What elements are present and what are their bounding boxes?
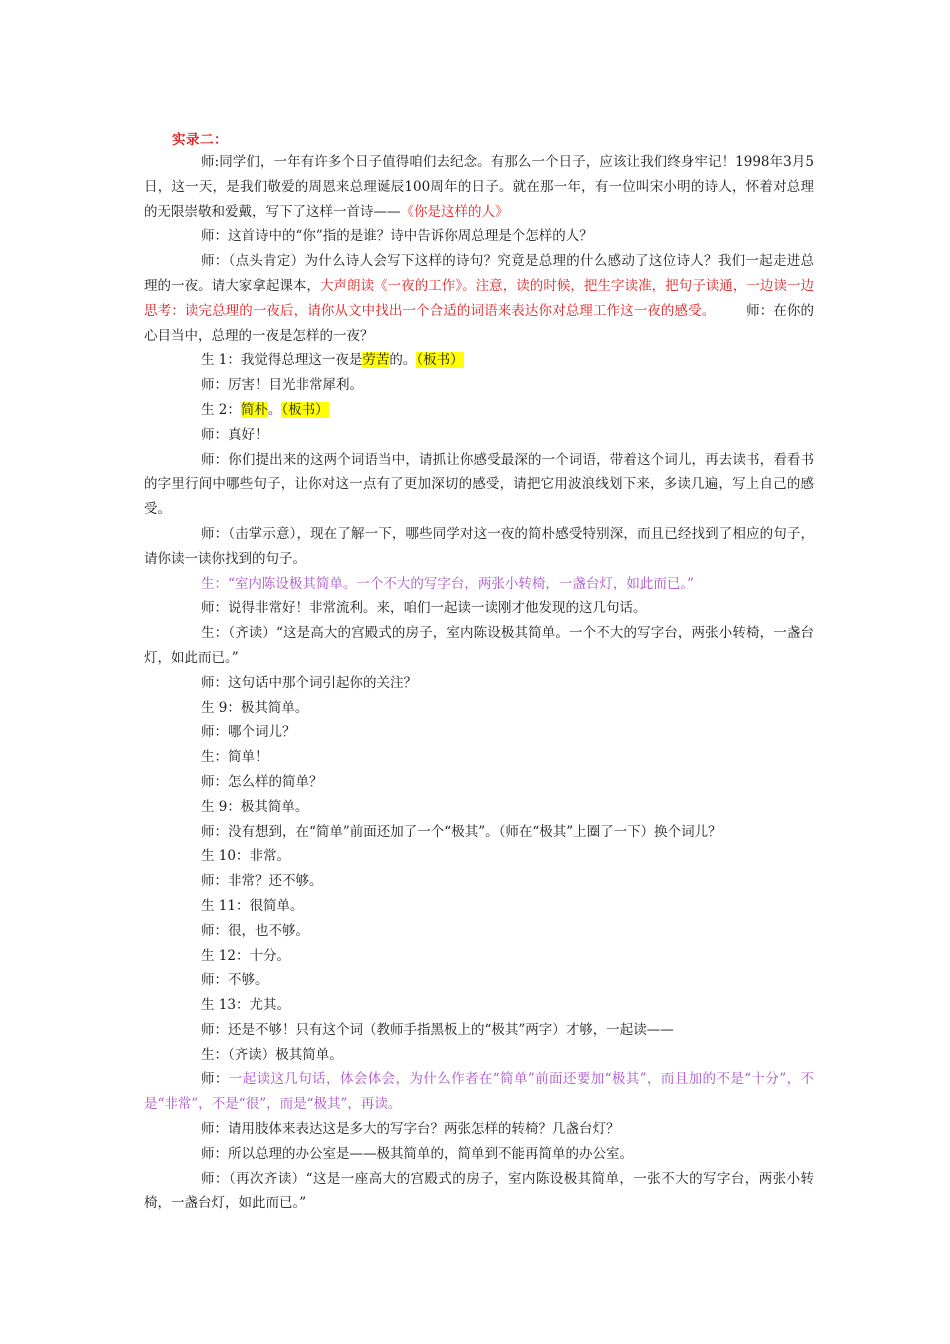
transcript-body [144,150,814,1216]
board-note-2: （板书） [281,401,329,418]
paragraph-instruction [144,249,814,348]
instruction-highlight: 大声朗读《一夜的工作》。注意，读的时候，把生字读准，把句子读通，一边读一边思考：读完总理的一夜后，请你从文中找出一个合适的词语来表达你对总理工作这一夜的感受。 [144,277,815,319]
teacher-line: 师：真好！ [201,426,269,443]
teacher-line: 师：你们提出来的这两个词语当中，请抓让你感受最深的一个词语，带着这个词儿，再去读书，看看书的字里行间中哪些句子，让你对这一点有了更加深切的感受，请把它用波浪线划下来，多读几遍，写上自己的感受。 [144,451,814,518]
student-quote [144,572,814,597]
student-2-label: 生 2： [201,401,241,418]
student-line: 生 13：尤其。 [201,997,290,1014]
student-label: 生： [201,575,228,592]
student-2-answer [144,398,814,423]
student-line: 生：（齐读）“这是高大的宫殿式的房子，室内陈设极其简单。一个不大的写字台，两张小转椅，一盏台灯，如此而已。” [144,625,814,666]
board-note-1: （板书） [416,352,464,369]
teacher-line: 师：非常？还不够。 [201,873,323,890]
poem-title: 《你是这样的人》 [400,203,509,220]
instruction-text: 师：（点头肯定）为什么诗人会写下这样的诗句？究竟是总理的什么感动了这位诗人？我们一起走进总理的一夜。请大家拿起课本， [144,253,814,294]
teacher-line: 师：哪个词儿？ [201,724,296,741]
student-2-suffix: 。 [267,401,282,418]
teacher-line: 师：（击掌示意），现在了解一下，哪些同学对这一夜的简朴感受特别深，而且已经找到了相应的句子，请你读一读你找到的句子。 [144,525,814,567]
keyword-laoku: 劳苦 [362,352,390,369]
paragraph-question: 师：这首诗中的“你”指的是谁？诗中告诉你周总理是个怎样的人？ [201,228,593,245]
student-line: 生 12：十分。 [201,947,290,964]
teacher-line: 师：厉害！目光非常犀利。 [201,377,363,394]
student-line: 生 10：非常。 [201,848,290,865]
paragraph-intro [144,150,814,224]
reading-instruction: 一起读这几句话，体会体会，为什么作者在“简单”前面还要加“极其”，而且加的不是“十分”，不是“非常”，不是“很”，而是“极其”，再读。 [144,1071,814,1113]
teacher-line: 师：请用肢体来表达这是多大的写字台？两张怎样的转椅？几盏台灯？ [201,1121,620,1138]
student-line: 生：简单！ [201,749,269,766]
teacher-label: 师： [201,1071,229,1088]
teacher-line: 师：很，也不够。 [201,922,309,939]
student-line: 生 9：极其简单。 [201,699,309,716]
intro-text: 师:同学们，一年有许多个日子值得咱们去纪念。有那么一个日子，应该让我们终身牢记！1998年3月5日，这一天，是我们敬爱的周恩来总理诞辰100周年的日子。就在那一年，有一位叫宋小明的诗人，怀着对总理的无限崇敬和爱戴，写下了这样一首诗—— [144,154,814,220]
keyword-jianpu: 简朴 [240,401,268,418]
teacher-line: 师：说得非常好！非常流利。来，咱们一起读一读刚才他发现的这几句话。 [201,600,647,617]
section-title: 实录二： [172,132,228,148]
student-line: 生：（齐读）极其简单。 [201,1046,343,1063]
student-line: 生 11：很简单。 [201,897,304,914]
teacher-line: 师：没有想到，在“简单”前面还加了一个“极其”。（师在“极其”上圈了一下）换个词儿？ [201,823,722,840]
teacher-line: 师：所以总理的办公室是——极其简单的，简单到不能再简单的办公室。 [201,1145,633,1162]
quoted-sentence: “室内陈设极其简单。一个不大的写字台，两张小转椅，一盏台灯，如此而已。” [228,575,695,592]
teacher-line: 师：还是不够！只有这个词（教师手指黑板上的“极其”两字）才够，一起读—— [201,1021,674,1038]
student-line: 生 9：极其简单。 [201,798,309,815]
teacher-line: 师：不够。 [201,972,269,989]
teacher-reading-instruction [144,1067,814,1117]
student-1-text: 生 1：我觉得总理这一夜是 [201,352,363,369]
instruction-question: 师：在你的心目当中，总理的一夜是怎样的一夜？ [144,302,815,344]
teacher-line: 师：怎么样的简单？ [201,773,323,790]
teacher-line: 师：（再次齐读）“这是一座高大的宫殿式的房子，室内陈设极其简单，一张不大的写字台，两张小转椅，一盏台灯，如此而已。” [144,1170,814,1212]
student-1-answer [144,348,814,373]
student-1-suffix: 的。 [389,352,417,369]
teacher-line: 师：这句话中那个词引起你的关注？ [201,674,417,691]
